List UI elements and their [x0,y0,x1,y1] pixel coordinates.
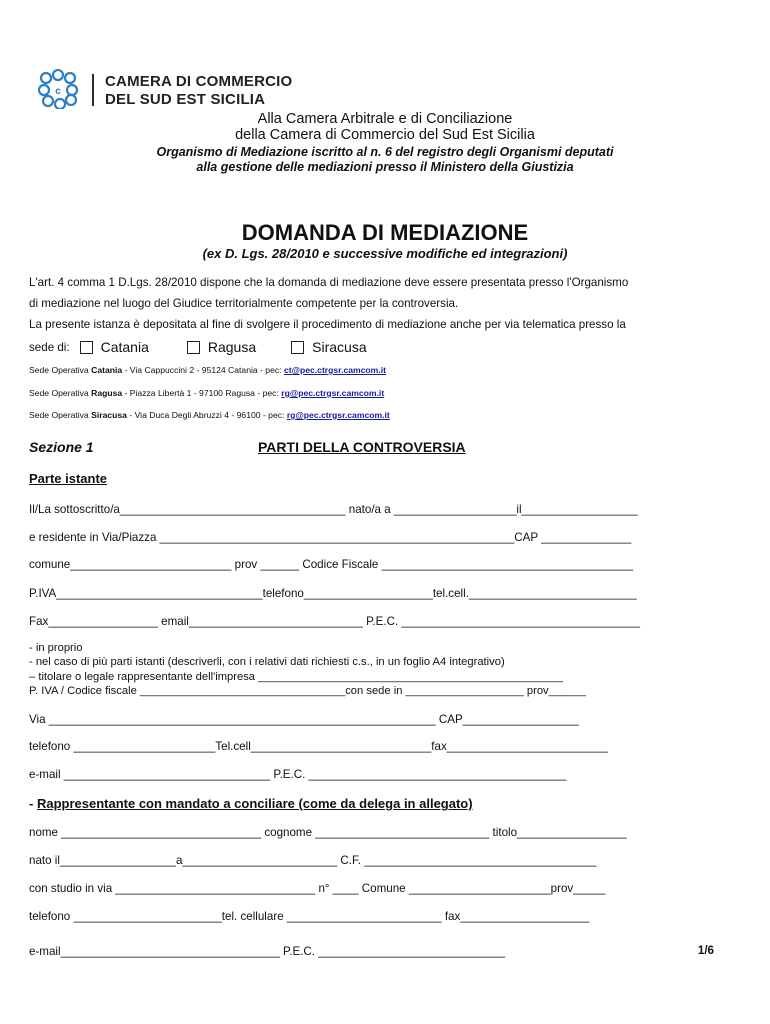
pec-link-ragusa[interactable]: rg@pec.ctrgsr.camcom.it [281,388,385,398]
section-title: PARTI DELLA CONTROVERSIA [258,439,466,455]
logo-text-line1: CAMERA DI COMMERCIO [105,73,293,90]
checkbox-siracusa[interactable] [291,341,304,354]
rep-line-email[interactable]: e-mail__________________________________ P.E.C. _____________________________ [29,945,506,958]
sede-siracusa [29,410,390,420]
form-line-fax[interactable]: Fax_________________ email___________________________ P.E.C. _____________________________________ [29,615,640,628]
rep-line-telefono[interactable]: telefono _______________________tel. cellulare ________________________ fax____________________ [29,910,590,923]
pec-link-catania[interactable]: ct@pec.ctrgsr.camcom.it [283,365,386,375]
list-line-2: - nel caso di più parti istanti (descriverli, con i relativi dati richiesti c.s., in un foglio A4 integrativo) [29,656,505,668]
list-line-4[interactable]: P. IVA / Codice fiscale _________________________________con sede in ___________________ prov______ [29,685,586,697]
logo-text-line2: DEL SUD EST SICILIA [105,91,266,108]
sede-ragusa [29,388,384,398]
sede-city: Catania [91,365,123,375]
sede-address: - Via Cappuccini 2 - 95124 Catania - pec: [122,365,284,375]
form-line-piva[interactable]: P.IVA________________________________telefono____________________tel.cell.__________________________ [29,587,637,600]
checkbox-ragusa-label: Ragusa [207,339,257,355]
company-line-via[interactable]: Via ____________________________________________________________ CAP__________________ [29,713,579,726]
rappresentante-heading [29,796,473,811]
page-number: 1/6 [697,944,714,957]
sede-address: - Piazza Libertà 1 - 97100 Ragusa - pec: [122,388,282,398]
rappresentante-dash: - [29,796,37,811]
sede-di-label: sede di: [29,340,70,354]
company-line-telefono[interactable]: telefono ______________________Tel.cell____________________________fax_________________________ [29,740,608,753]
intro-line-2: di mediazione nel luogo del Giudice territorialmente competente per la controversia. [29,297,459,310]
pec-link-siracusa[interactable]: rg@pec.ctrgsr.camcom.it [286,410,390,420]
sede-prefix: Sede Operativa [29,388,92,398]
form-line-comune[interactable]: comune_________________________ prov ______ Codice Fiscale _______________________________________ [29,558,634,571]
intro-line-1: L'art. 4 comma 1 D.Lgs. 28/2010 dispone che la domanda di mediazione deve essere presentata presso l'Organismo [29,276,629,289]
svg-text:c: c [55,86,61,97]
form-line-residence[interactable]: e residente in Via/Piazza _______________________________________________________CAP ______________ [29,531,632,544]
section-label: Sezione 1 [29,439,94,455]
header-italic-1: Organismo di Mediazione iscritto al n. 6 del registro degli Organismi deputati [156,145,614,159]
document-title: DOMANDA DI MEDIAZIONE [241,220,529,245]
company-line-email[interactable]: e-mail ________________________________ P.E.C. ________________________________________ [29,768,567,781]
sede-catania [29,365,386,375]
rep-line-nome[interactable]: nome _______________________________ cognome ___________________________ titolo_________________ [29,826,627,839]
sede-selection [29,339,367,355]
list-line-3[interactable]: – titolare o legale rappresentante dell'impresa _________________________________________________ [29,671,564,683]
checkbox-siracusa-label: Siracusa [312,339,367,355]
intro-line-3: La presente istanza è depositata al fine di svolgere il procedimento di mediazione anche per via telematica presso la [29,318,626,331]
header-line-1: Alla Camera Arbitrale e di Conciliazione [257,111,513,127]
sede-address: - Via Duca Degli Abruzzi 4 - 96100 - pec: [126,410,287,420]
checkbox-catania-label: Catania [100,339,149,355]
rappresentante-label: Rappresentante con mandato a conciliare (come da delega in allegato) [36,796,473,811]
rep-line-studio[interactable]: con studio in via _______________________________ n° ____ Comune ______________________prov_____ [29,882,606,895]
list-line-1: - in proprio [29,642,83,654]
checkbox-ragusa[interactable] [187,341,200,354]
chamber-logo-icon [38,69,82,109]
rep-line-nato[interactable]: nato il__________________a________________________ C.F. ____________________________________ [29,854,597,867]
parte-istante-heading: Parte istante [29,471,108,486]
sede-city: Siracusa [91,410,127,420]
form-line-name[interactable]: Il/La sottoscritto/a___________________________________ nato/a a ___________________il__________________ [29,503,638,516]
sede-prefix: Sede Operativa [29,365,92,375]
sede-prefix: Sede Operativa [29,410,92,420]
header-line-2: della Camera di Commercio del Sud Est Sicilia [235,127,535,143]
document-subtitle: (ex D. Lgs. 28/2010 e successive modifiche ed integrazioni) [202,246,568,261]
header-italic-2: alla gestione delle mediazioni presso il Ministero della Giustizia [196,160,574,174]
checkbox-catania[interactable] [80,341,93,354]
sede-city: Ragusa [91,388,123,398]
logo-divider [92,74,94,106]
